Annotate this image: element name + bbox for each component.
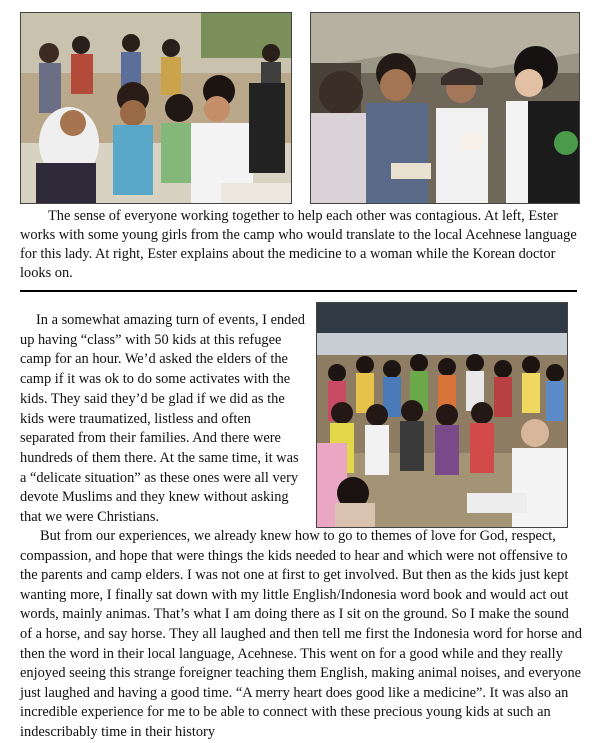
section-divider [20, 290, 577, 292]
photo-caption: The sense of everyone working together to help each other was contagious. At left, Ester works with some young girls from the camp who would translate to the local Acehnese language for this lady. At right, Ester explains about the medicine to a woman while the Korean doctor looks on. [20, 208, 577, 281]
photo-kids-image [317, 303, 567, 527]
photo-right [310, 12, 580, 204]
story-paragraph-2: But from our experiences, we already knew how to go to themes of love for God, respect, compassion, and hope that were things the kids needed to hear and which were not offensive to the parents and camp elders. I was not one at first to get involved. But then as the kids just kept wanting more, I finally sat down with my little English/Indonesia word book and would act out words, mainly animas. That’s what I am doing there as I sit on the ground. So I make the sound of a horse, and say horse. They all laughed and then tell me first the Indonesia word for horse and then the word in their local language, Acehnese. This went on for a good while and they really enjoyed seeing this strange foreigner teaching them English, making animal noises, and everyone just laughed and having a good time. “A merry heart does good like a medicine”. It was also an incredible experience for me to be able to connect with these precious young kids at such an indescribably time in their history [20, 528, 583, 740]
story-paragraph-1: In a somewhat amazing turn of events, I ended up having “class” with 50 kids at this refugee camp for an hour. We’d asked the elders of the camp if it was ok to do some activates with the kids. They said they’d be glad if we did as the kids were traumatized, listless and often separated from their families. And there were hundreds of them there. At the same time, it was a “delicate situation” as these ones were all very devote Muslims and they knew without asking that we were Christians. [20, 312, 305, 526]
photo-left [20, 12, 292, 204]
photo-left-image [21, 13, 291, 203]
photo-kids [316, 302, 568, 528]
photo-right-image [311, 13, 579, 203]
